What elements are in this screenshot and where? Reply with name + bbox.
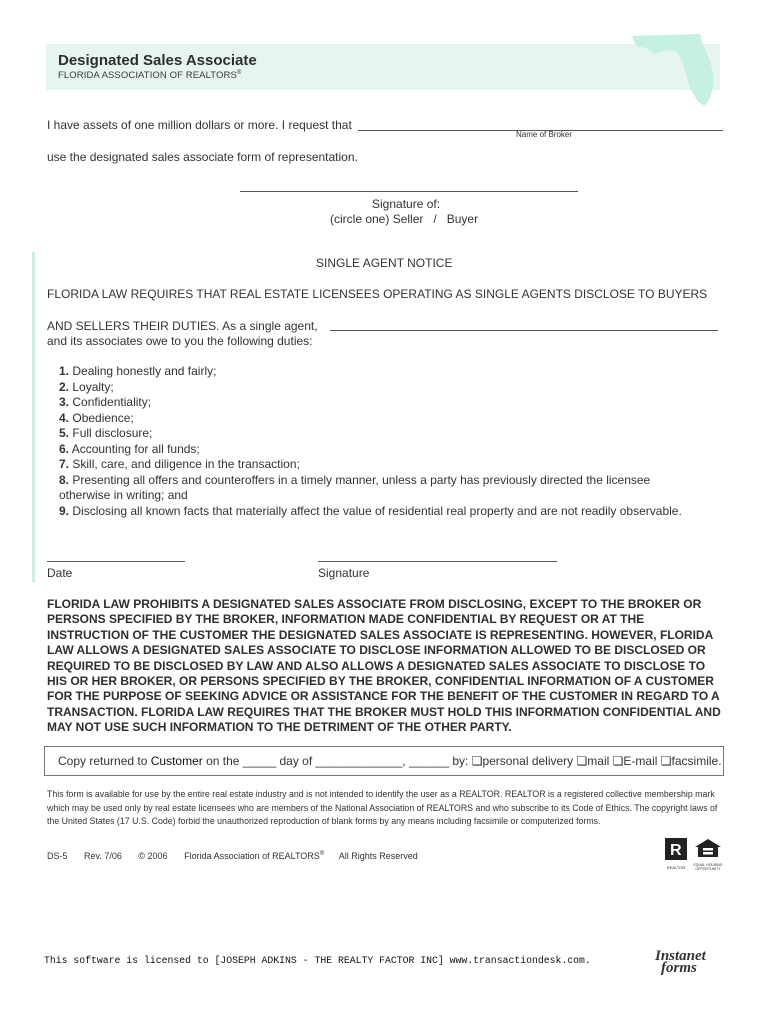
duty-item: 8. Presenting all offers and counteroffers in a timely manner, unless a party has previously directed the licensee otherwise in writing; and (59, 472, 651, 502)
copy-returned-line: Copy returned to Customer on the _____ day of _____________, ______ by: ❏personal delivery ❏mail ❏E-mail ❏facsimile. (58, 754, 722, 768)
license-text: This software is licensed to [JOSEPH ADKINS - THE REALTY FACTOR INC] www.transactiondesk.com. (44, 955, 591, 966)
equal-housing-icon: EQUAL HOUSING OPPORTUNITY (693, 838, 723, 868)
notice-line-1: FLORIDA LAW REQUIRES THAT REAL ESTATE LICENSEES OPERATING AS SINGLE AGENTS DISCLOSE TO BUYERS (47, 287, 708, 301)
svg-text:R: R (670, 842, 682, 859)
checkbox-icon[interactable]: ❏ (612, 754, 624, 768)
form-id: DS-5 (47, 851, 68, 861)
form-rev: Rev. 7/06 (84, 851, 122, 861)
instanet-forms-logo: Instanet forms (655, 948, 706, 976)
signature-of-label: Signature of: (372, 197, 441, 211)
duty-item: 1. Dealing honestly and fairly; (59, 364, 217, 378)
duties-list (59, 364, 699, 519)
prohibition-paragraph: FLORIDA LAW PROHIBITS A DESIGNATED SALES ASSOCIATE FROM DISCLOSING, EXCEPT TO THE BROKER OR PERSONS SPECIFIED BY THE BROKER, INFORMATION MADE CONFIDENTIAL BY REQUEST OR AT THE INSTRUCTION OF THE CUSTOMER THE DESIGNATED SALES ASSOCIATE IS REPRESENTING. HOWEVER, FLORIDA LAW ALLOWS A DESIGNATED SALES ASSOCIATE TO DISCLOSE INFORMATION ALLOWED TO BE DISCLOSED OR REQUIRED TO BE DISCLOSED BY LAW AND ALSO ALLOWS A DESIGNATED SALES ASSOCIATE TO DISCLOSE TO HIS OR HER BROKER, OR PERSONS SPECIFIED BY THE BROKER, CONFIDENTIAL INFORMATION OF A CUSTOMER FOR THE PURPOSE OF SEEKING ADVICE OR ASSISTANCE FOR THE BENEFIT OF THE CUSTOMER IN REGARD TO A TRANSACTION. FLORIDA LAW REQUIRES THAT THE BROKER MUST HOLD THIS INFORMATION CONFIDENTIAL AND MAY NOT USE SUCH INFORMATION TO THE DETRIMENT OF THE OTHER PARTY. (47, 597, 721, 735)
duty-item: 3. Confidentiality; (59, 395, 152, 409)
duty-item: 9. Disclosing all known facts that materially affect the value of residential real property and are not readily observable. (59, 503, 682, 518)
duty-item: 6. Accounting for all funds; (59, 441, 200, 456)
copyright: © 2006 (138, 851, 168, 861)
duty-item: 7. Skill, care, and diligence in the transaction; (59, 457, 300, 471)
org-name: Florida Association of REALTORS® (184, 851, 325, 861)
duty-item: 2. Loyalty; (59, 379, 114, 394)
disclaimer: This form is available for use by the entire real estate industry and is not intended to identify the user as a REALTOR. REALTOR is a registered collective membership mark which may be used only by real estate licensees who are members of the National Association of REALTORS and who subscribe to its Code of Ethics. The copyright laws of the United States (17 U.S. Code) forbid the unauthorized reproduction of blank forms by any means including facsimile or computerized forms. (47, 789, 718, 826)
circle-one-line (330, 212, 478, 226)
date-label: Date (47, 566, 73, 580)
seller-buyer-options[interactable]: Seller / Buyer (392, 212, 479, 226)
signature-of-field[interactable] (240, 191, 578, 192)
checkbox-icon[interactable]: ❏ (660, 754, 672, 768)
footer-line (47, 851, 418, 861)
notice-line-2: AND SELLERS THEIR DUTIES. As a single agent, (47, 319, 318, 333)
form-title: Designated Sales Associate (58, 52, 257, 69)
notice-line-3: and its associates owe to you the following duties: (47, 334, 313, 348)
notice-heading: SINGLE AGENT NOTICE (316, 256, 453, 270)
duty-item: 5. Full disclosure; (59, 426, 153, 440)
request-text-2: use the designated sales associate form of representation. (47, 150, 358, 164)
form-subtitle: FLORIDA ASSOCIATION OF REALTORS® (58, 70, 242, 82)
customer-label: Customer (150, 754, 203, 768)
checkbox-icon[interactable]: ❏ (576, 754, 588, 768)
signature-label: Signature (318, 566, 370, 580)
checkbox-icon[interactable]: ❏ (471, 754, 483, 768)
broker-name-label: Name of Broker (516, 130, 573, 139)
section-accent-bar (32, 252, 35, 582)
florida-map-icon (630, 30, 715, 108)
broker-field-2[interactable] (330, 330, 718, 331)
date-field[interactable] (47, 561, 185, 562)
rights: All Rights Reserved (338, 851, 418, 861)
signature-field[interactable] (318, 561, 557, 562)
realtor-logo-icon: R REALTOR (665, 838, 687, 866)
duty-item: 4. Obedience; (59, 410, 134, 425)
request-text: I have assets of one million dollars or more. I request that (47, 118, 352, 132)
circle-one-label: (circle one) (330, 212, 390, 226)
